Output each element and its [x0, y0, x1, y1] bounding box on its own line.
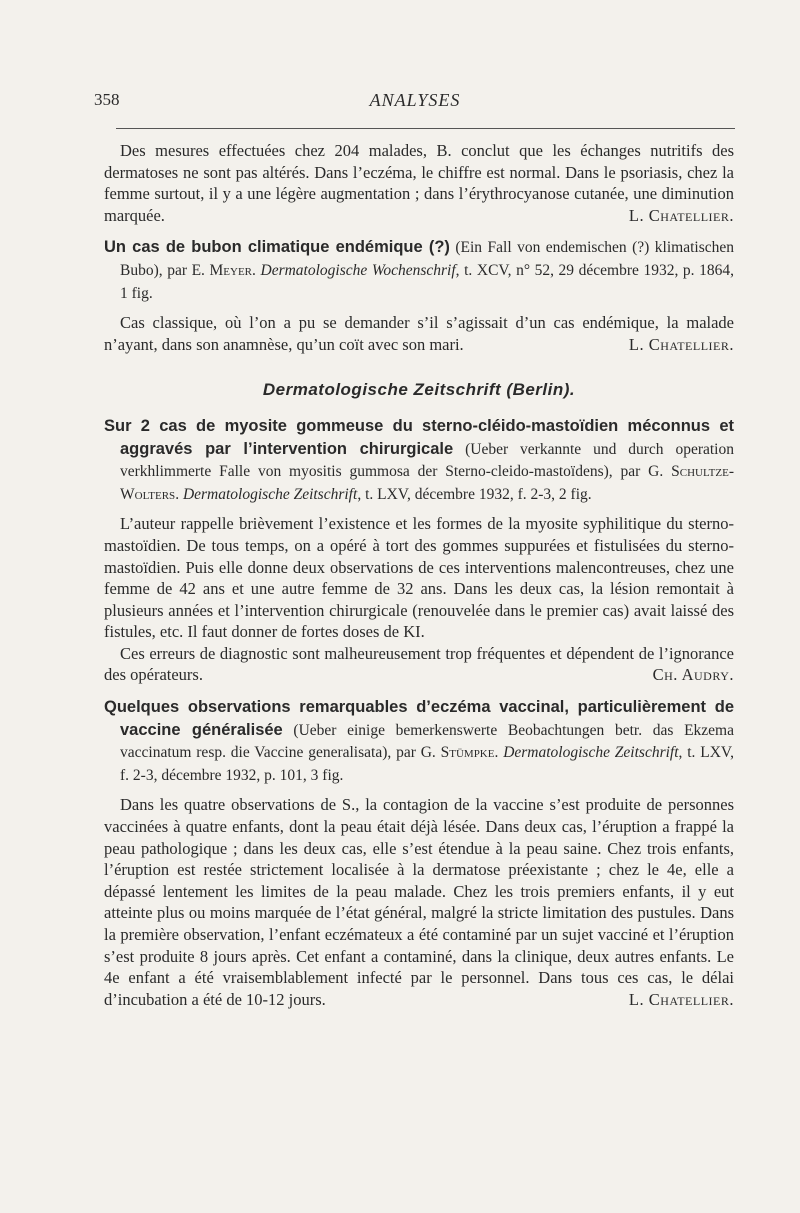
abstract-3-title: Sur 2 cas de myosite gommeuse du sterno-cléido-mastoïdien méconnus et aggravés par l’intervention chirurgicale [104, 416, 734, 458]
page-header [94, 90, 736, 120]
section-journal-title: Dermatologische Zeitschrift (Berlin). [262, 380, 576, 400]
header-rule [116, 128, 735, 129]
abstract-4-text [104, 794, 734, 1010]
abstract-1 [104, 140, 734, 226]
abstract-4-signature: L. Chatellier. [628, 989, 734, 1009]
abstract-3-paragraph-2 [104, 643, 734, 686]
abstract-2-heading [104, 236, 734, 304]
page-body [104, 140, 734, 1010]
abstract-4-journal: Dermatologische Zeitschrift [503, 744, 679, 762]
abstract-4-author: Stümpke [440, 744, 495, 762]
abstract-2-signature: L. Chatellier. [628, 334, 734, 354]
abstract-1-signature: L. Chatellier. [628, 205, 734, 225]
abstract-2-ref-2: . [252, 261, 261, 279]
abstract-4-title: Quelques observations remarquables d’eczéma vaccinal, particulièrement de vaccine généralisée [104, 698, 734, 739]
abstract-4 [104, 696, 734, 1010]
abstract-2-body: Cas classique, où l’on a pu se demander s’il s’agissait d’un cas endémique, la malade n’ayant, dans son anamnèse, qu’un coït avec son mari. [104, 313, 734, 354]
abstract-2 [104, 236, 734, 355]
abstract-1-body: Des mesures effectuées chez 204 malades, B. conclut que les échanges nutritifs des dermatoses ne sont pas altérés. Dans l’eczéma, le chiffre est normal. Dans le psoriasis, chez la femme surtout, il y a une légère augmentation ; dans l’érythrocyanose cutanée, une diminution marquée. [104, 141, 734, 225]
abstract-3-heading [104, 415, 734, 505]
abstract-2-ref-1: (Ein Fall von endemischen (?) klimatischen Bubo), par E. [120, 239, 734, 279]
abstract-2-author: Meyer [209, 261, 253, 279]
abstract-3 [104, 415, 734, 686]
abstract-3-ref-2: . [175, 485, 183, 503]
abstract-3-journal: Dermatologische Zeitschrift [182, 485, 358, 503]
abstract-4-ref-3: , t. LXV, f. 2-3, décembre 1932, p. 101, 3 fig. [120, 744, 734, 784]
abstract-3-ref-1: (Ueber verkannte und durch operation verkhlimmerte Falle von myositis gummosa der Sterno-cleido-mastoïdens), par G. [120, 440, 734, 481]
abstract-2-journal: Dermatologische Wochenschrif [260, 261, 456, 279]
page-number: 358 [94, 90, 120, 109]
abstract-2-ref-3: , t. XCV, n° 52, 29 décembre 1932, p. 1864, 1 fig. [120, 261, 734, 302]
abstract-4-ref-1: (Ueber einige bemerkenswerte Beobachtungen betr. das Ekzema vaccinatum resp. die Vaccine generalisata), par G. [120, 721, 734, 762]
abstract-3-paragraph-1: L’auteur rappelle brièvement l’existence et les formes de la myosite syphilitique du sterno-mastoïdien. De tous temps, on a opéré à tort des gommes suppurées et fistulisées du sterno-mastoïdien. Puis elle donne deux observations de ces interventions malencontreuses, chez une femme de 42 ans et une autre femme de 32 ans. Dans les deux cas, la lésion remontait à plusieurs années et l’intervention chirurgicale (renouvelée dans le premier cas) avait laissé des fistules, etc. Il faut donner de fortes doses de KI. [104, 514, 734, 642]
abstract-4-ref-2: . [494, 744, 504, 762]
abstract-1-text [104, 140, 734, 226]
abstract-4-heading [104, 696, 734, 786]
running-head: ANALYSES [369, 90, 461, 110]
abstract-2-title: Un cas de bubon climatique endémique (?) [104, 238, 450, 257]
abstract-3-author: Schultze-Wolters [120, 463, 734, 503]
abstract-4-body: Dans les quatre observations de S., la contagion de la vaccine s’est produite de personnes vaccinées à quatre enfants, dont la peau était déjà lésée. Dans deux cas, l’éruption a frappé la peau pathologique ; dans les deux cas, elle s’est étendue à la peau saine. Chez trois enfants, l’éruption est restée strictement localisée à la dermatose préexistante ; chez le 4e, elle a dépassé lentement les limites de la peau malade. Chez les trois premiers enfants, il y eut atteinte plus ou moins marquée de l’état général, malgré la stricte limitation des pustules. Dans la première observation, l’enfant eczémateux a été contaminé par un sujet vacciné et l’éruption s’est produite 8 jours après. Cet enfant a contaminé, dans la clinique, deux autres enfants. Le 4e enfant a été vraisemblablement infecté par le personnel. Dans tous ces cas, le délai d’incubation a été de 10-12 jours. [104, 795, 734, 1009]
abstract-3-signature: Ch. Audry. [652, 665, 734, 685]
abstract-3-body-2: Ces erreurs de diagnostic sont malheureusement trop fréquentes et dépendent de l’ignorance des opérateurs. [104, 643, 734, 685]
abstract-2-text [104, 312, 734, 355]
abstract-3-ref-3: , t. LXV, décembre 1932, f. 2-3, 2 fig. [357, 485, 592, 503]
